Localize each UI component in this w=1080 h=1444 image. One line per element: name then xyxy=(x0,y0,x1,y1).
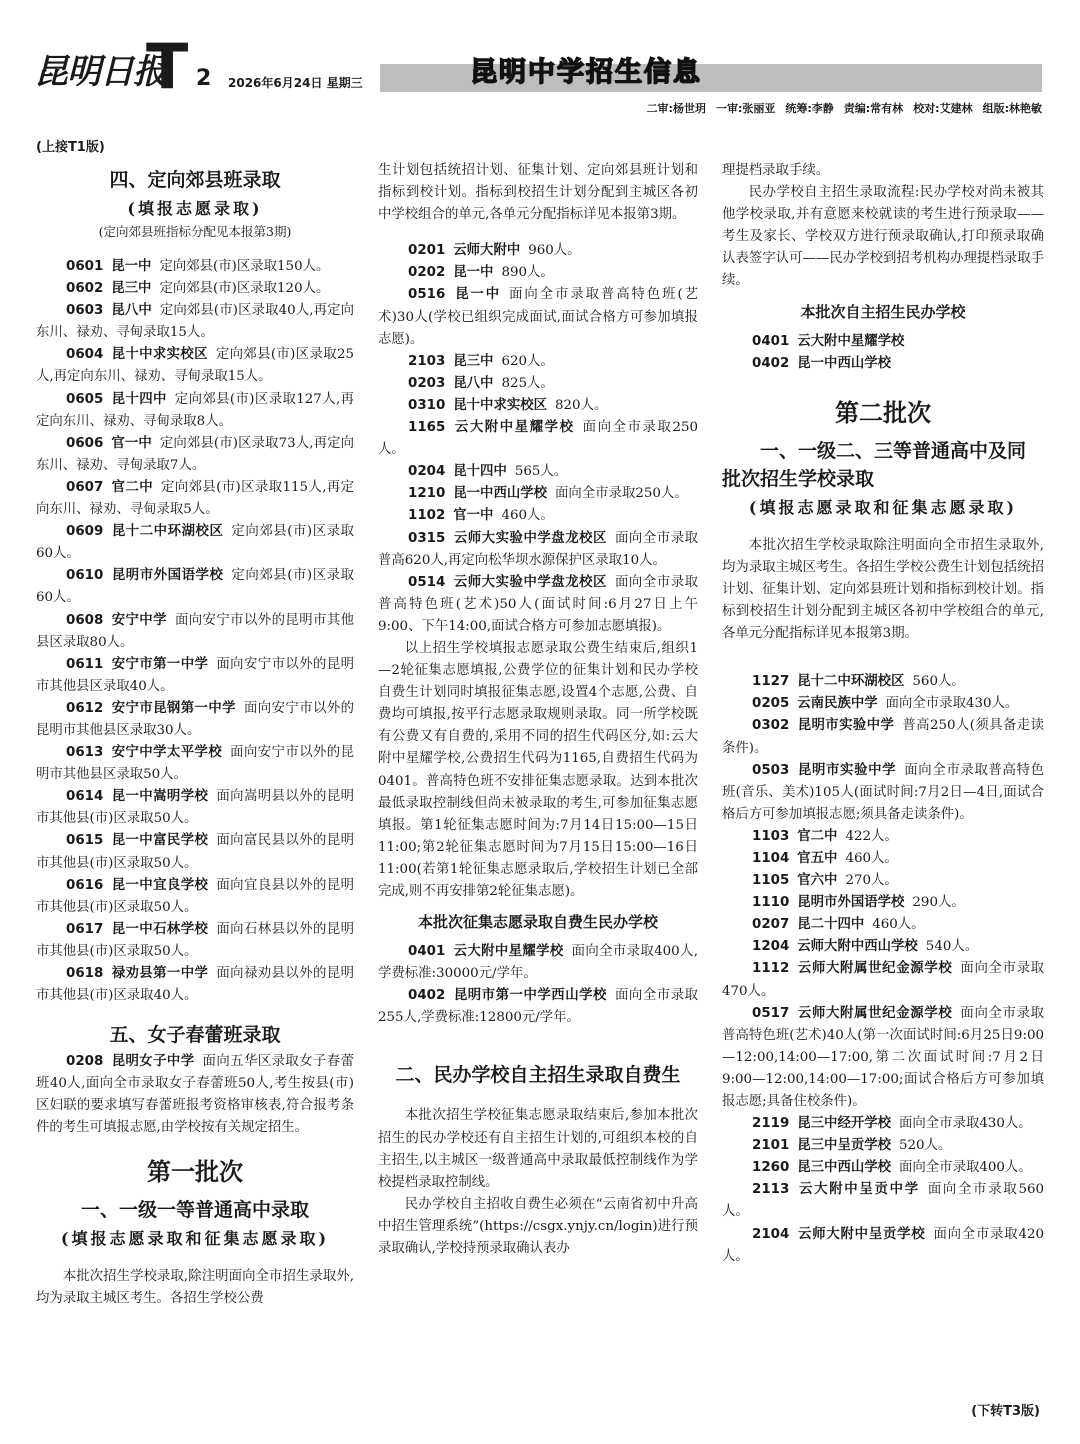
school-quota: 460人。 xyxy=(872,917,925,933)
credit-item: 统筹:李静 xyxy=(785,102,834,115)
school-name: 云师大附中西山学校 xyxy=(797,939,918,955)
school-entry xyxy=(378,572,698,638)
school-name: 昆明市实验中学 xyxy=(797,718,895,734)
private-school-list-subtitle: 本批次自主招生民办学校 xyxy=(800,302,966,321)
school-name: 昆十二中环湖校区 xyxy=(111,524,224,540)
school-quota: 面向全市录取普高特色班(艺术)50人(面试时间:6月27日上午9:00、下午14:00,面试合格方可参加志愿填报)。 xyxy=(378,574,698,634)
school-entry xyxy=(36,875,354,919)
school-entry xyxy=(722,826,1044,848)
school-name: 安宁市第一中学 xyxy=(111,656,209,672)
school-entry xyxy=(36,433,354,477)
school-quota: 定向郊县(市)区录取25人,再定向东川、禄劝、寻甸录取15人。 xyxy=(36,347,354,385)
school-code: 0315 xyxy=(408,530,446,546)
school-code: 1105 xyxy=(752,873,790,889)
school-entry xyxy=(36,919,354,963)
school-code: 2119 xyxy=(752,1116,790,1132)
batch2-intro: 本批次招生学校录取除注明面向全市招生录取外,均为录取主城区考生。各招生学校公费生计划包括统招计划、征集计划、定向郊县班计划和指标到校计划。指标到校招生计划分配到主城区各初中学校组合的单元,各单元分配指标详见本报第3期。 xyxy=(722,537,1044,642)
sec5-entry xyxy=(36,1051,354,1139)
school-entry xyxy=(378,395,698,417)
school-code: 0402 xyxy=(408,988,446,1004)
school-entry xyxy=(36,786,354,830)
school-name: 昆八中 xyxy=(111,303,152,319)
sec4-note: (定向郊县班指标分配见本报第3期) xyxy=(98,224,292,239)
school-name: 昆三中呈贡学校 xyxy=(797,1138,892,1154)
school-code: 0601 xyxy=(66,259,104,274)
school-entry xyxy=(722,760,1044,826)
school-name: 云南民族中学 xyxy=(797,696,878,712)
sec4-title: 四、定向郊县班录取 xyxy=(109,169,281,191)
school-code: 0203 xyxy=(408,375,446,391)
school-code: 2113 xyxy=(752,1182,790,1198)
school-quota: 面向富民县以外的昆明市其他县(市)区录取50人。 xyxy=(36,833,354,871)
school-code: 0517 xyxy=(752,1005,790,1021)
school-entry xyxy=(722,715,1044,759)
school-code: 0205 xyxy=(752,696,790,712)
school-name: 昆三中经开学校 xyxy=(797,1116,892,1132)
school-quota: 565人。 xyxy=(514,464,568,480)
school-quota: 面向五华区录取女子春蕾班40人,面向全市录取女子春蕾班50人,考生按县(市)区妇联的要求填写春蕾班报考资格审核表,符合报考条件的考生可填报志愿,由学校按有关规定招生。 xyxy=(36,1054,354,1136)
school-code: 0302 xyxy=(752,718,790,734)
batch1-title: 第一批次 xyxy=(147,1157,243,1186)
school-code: 0514 xyxy=(408,574,446,590)
school-quota: 270人。 xyxy=(845,873,898,889)
school-name: 昆十中求实校区 xyxy=(111,347,208,363)
school-code: 1204 xyxy=(752,939,790,955)
school-quota: 面向全市录取250人。 xyxy=(378,420,698,458)
school-entry xyxy=(722,958,1044,1002)
school-name: 官六中 xyxy=(797,873,838,889)
school-name: 禄劝县第一中学 xyxy=(111,966,209,981)
batch2-sec1-subtitle: (填报志愿录取和征集志愿录取) xyxy=(748,497,1018,517)
school-name: 昆一中西山学校 xyxy=(797,355,892,371)
school-name: 昆十四中 xyxy=(453,464,507,480)
school-name: 昆三中西山学校 xyxy=(797,1160,892,1176)
school-quota: 定向郊县(市)区录取127人,再定向东川、禄劝、寻甸录取8人。 xyxy=(36,391,354,429)
school-name: 昆一中嵩明学校 xyxy=(111,789,209,805)
school-name: 昆二十四中 xyxy=(797,917,865,933)
school-entry xyxy=(36,477,354,521)
school-code: 1127 xyxy=(752,674,790,690)
school-entry xyxy=(378,240,698,262)
school-quota: 620人。 xyxy=(501,353,554,369)
school-entry xyxy=(722,914,1044,936)
sec4-entry-list xyxy=(36,256,354,1007)
school-code: 0610 xyxy=(66,568,104,584)
school-entry xyxy=(36,344,354,388)
school-name: 昆明女子中学 xyxy=(111,1054,195,1070)
newspaper-logo: 昆明日报 xyxy=(34,52,166,92)
school-entry xyxy=(722,693,1044,715)
school-name: 昆一中 xyxy=(453,265,494,281)
school-entry xyxy=(36,521,354,565)
school-entry xyxy=(378,505,698,527)
weekday-text: 星期三 xyxy=(326,76,363,90)
school-quota: 460人。 xyxy=(845,850,898,866)
school-name: 官二中 xyxy=(797,828,838,844)
credit-item: 二审:杨世玥 xyxy=(646,102,706,115)
school-name: 云大附中呈贡中学 xyxy=(797,1182,920,1198)
school-entry xyxy=(378,528,698,572)
school-code: 0603 xyxy=(66,303,104,319)
school-name: 云师大实验中学盘龙校区 xyxy=(453,574,607,590)
private-school-paragraph: 本批次招生学校征集志愿录取结束后,参加本批次招生的民办学校还有自主招生计划的,可组织本校的自主招生,以主城区一级普通高中录取最低控制线作为学校提档录取控制线。 xyxy=(378,1108,698,1190)
column-3 xyxy=(722,160,1044,1400)
school-entry xyxy=(722,892,1044,914)
batch2-sec1-title: 一、一级二、三等普通高中及同批次招生学校录取 xyxy=(722,439,1027,490)
school-quota: 820人。 xyxy=(555,397,608,413)
school-code: 0503 xyxy=(752,762,790,778)
school-name: 昆十二中环湖校区 xyxy=(797,674,905,690)
collection-rules-paragraph: 以上招生学校填报志愿录取公费生结束后,组织1—2轮征集志愿填报,公费学位的征集计划和民办学校自费生计划同时填报征集志愿,设置4个志愿,公费、自费均可填报,按平行志愿录取规则录取。同一所学校既有公费又有自费的,采用不同的招生代码区分,如:云大附中星耀学校,公费招生代码为1165,自费招生代码为0401。普高特色班不安排征集志愿录取。达到本批次最低录取控制线但尚未被录取的考生,可参加征集志愿填报。第1轮征集志愿时间为:7月14日15:00—15日11:00;第2轮征集志愿时间为7月15日15:00—16日11:00(若第1轮征集志愿录取后,学校招生计划已全部完成,则不再安排第2轮征集志愿)。 xyxy=(378,640,698,899)
school-code: 1110 xyxy=(752,895,790,911)
school-code: 0604 xyxy=(66,347,104,363)
school-quota: 定向郊县(市)区录取115人,再定向东川、禄劝、寻甸录取5人。 xyxy=(36,479,354,518)
school-code: 1103 xyxy=(752,828,790,844)
school-entry xyxy=(722,1157,1044,1179)
school-name: 昆一中石林学校 xyxy=(111,921,209,937)
continued-from: (上接T1版) xyxy=(36,140,105,155)
school-quota: 290人。 xyxy=(912,895,965,911)
school-name: 安宁中学太平学校 xyxy=(111,745,223,761)
school-entry xyxy=(378,373,698,395)
school-entry xyxy=(36,830,354,874)
school-quota: 825人。 xyxy=(501,375,554,391)
school-code: 0208 xyxy=(66,1054,104,1070)
school-entry xyxy=(378,985,698,1029)
school-code: 0612 xyxy=(66,700,104,716)
school-code: 0611 xyxy=(66,656,104,672)
school-quota: 定向郊县(市)区录取60人。 xyxy=(36,568,354,606)
sec5-title: 五、女子春蕾班录取 xyxy=(109,1024,281,1047)
school-name: 昆一中宜良学校 xyxy=(111,877,209,893)
school-code: 1104 xyxy=(752,850,790,866)
school-name: 昆明市外国语学校 xyxy=(111,568,224,584)
continued-to: (下转T3版) xyxy=(971,1404,1040,1419)
school-entry xyxy=(36,963,354,1007)
credit-item: 一审:张丽亚 xyxy=(715,102,776,115)
school-code: 0202 xyxy=(408,265,446,281)
school-name: 昆三中 xyxy=(453,353,494,369)
school-quota: 890人。 xyxy=(501,265,554,281)
school-entry xyxy=(722,1003,1044,1113)
school-name: 昆十中求实校区 xyxy=(453,397,548,413)
school-code: 0602 xyxy=(66,281,104,297)
batch2-title: 第二批次 xyxy=(835,398,931,427)
school-quota: 560人。 xyxy=(912,674,965,690)
self-funded-subtitle: 本批次征集志愿录取自费生民办学校 xyxy=(417,913,658,932)
school-entry xyxy=(722,1224,1044,1268)
school-name: 昆一中 xyxy=(111,259,152,274)
school-entry xyxy=(722,870,1044,892)
school-code: 0401 xyxy=(752,333,790,349)
school-quota: 面向石林县以外的昆明市其他县(市)区录取50人。 xyxy=(36,921,354,959)
school-quota: 面向宜良县以外的昆明市其他县(市)区录取50人。 xyxy=(36,877,354,915)
school-quota: 面向全市录取普高620人,再定向松华坝水源保护区录取10人。 xyxy=(378,530,698,568)
school-code: 0310 xyxy=(408,397,446,413)
date-text: 2026年6月24日 xyxy=(228,76,323,90)
school-quota: 面向全市录取470人。 xyxy=(722,961,1044,999)
school-quota: 面向全市录取255人,学费标准:12800元/学年。 xyxy=(378,988,698,1026)
school-entry xyxy=(722,1113,1044,1135)
school-code: 1102 xyxy=(408,508,446,524)
sec2-title: 二、民办学校自主招生录取自费生 xyxy=(395,1064,681,1087)
school-quota: 面向全市录取430人。 xyxy=(885,696,1019,712)
school-entry xyxy=(36,654,354,698)
school-code: 0609 xyxy=(66,524,104,540)
school-entry xyxy=(722,331,1044,353)
school-entry xyxy=(378,351,698,373)
batch1-intro: 本批次招生学校录取,除注明面向全市招生录取外,均为录取主城区考生。各招生学校公费 xyxy=(36,1268,354,1306)
school-name: 昆十四中 xyxy=(111,391,167,407)
school-entry xyxy=(36,389,354,433)
school-code: 2101 xyxy=(752,1138,790,1154)
school-name: 云大附中星耀学校 xyxy=(453,944,564,960)
school-code: 0608 xyxy=(66,612,104,628)
school-name: 昆明市第一中学西山学校 xyxy=(453,988,607,1004)
school-code: 0618 xyxy=(66,966,104,981)
batch2-entry-list xyxy=(722,671,1044,1268)
school-code: 0605 xyxy=(66,391,104,407)
school-quota: 面向安宁市以外的昆明市其他县区录取30人。 xyxy=(36,700,354,738)
batch1-sec1-title: 一、一级一等普通高中录取 xyxy=(80,1198,309,1221)
school-entry xyxy=(378,262,698,284)
school-entry xyxy=(36,565,354,609)
school-name: 云师大附中呈贡学校 xyxy=(797,1226,926,1242)
school-entry xyxy=(722,353,1044,375)
school-entry xyxy=(36,698,354,742)
column-2 xyxy=(378,160,698,1430)
credit-item: 责编:常有林 xyxy=(843,102,904,115)
school-quota: 面向全市录取430人。 xyxy=(899,1116,1032,1132)
school-quota: 面向全市录取400人。 xyxy=(899,1160,1032,1176)
school-quota: 面向全市录取普高特色班(音乐、美术)105人(面试时间:7月2日—4日,面试合格后方可参加填报志愿;须具备走读条件)。 xyxy=(722,762,1044,822)
school-code: 0204 xyxy=(408,464,446,480)
school-name: 昆八中 xyxy=(453,375,494,391)
section-title: 昆明中学招生信息 xyxy=(470,57,702,88)
admission-process-paragraph: 民办学校自主招生录取流程:民办学校对尚未被其他学校录取,并有意愿来校就读的考生进行预录取——考生及家长、学校双方进行预录取确认,打印预录取确认表签字认可——民办学校到招考机构办理提档录取手续。 xyxy=(722,185,1044,289)
school-name: 官二中 xyxy=(111,479,154,495)
school-code: 1210 xyxy=(408,486,446,502)
school-entry xyxy=(722,671,1044,693)
sec4-subtitle: (填报志愿录取) xyxy=(127,199,263,218)
credit-item: 校对:艾建林 xyxy=(913,102,973,115)
school-entry xyxy=(36,278,354,300)
school-quota: 普高250人(须具备走读条件)。 xyxy=(722,718,1044,756)
batch1-entry-list xyxy=(378,240,698,638)
school-entry xyxy=(378,284,698,350)
school-entry xyxy=(36,610,354,654)
school-entry xyxy=(36,742,354,786)
school-quota: 面向安宁市以外的昆明市其他县区录取40人。 xyxy=(36,656,354,694)
school-entry xyxy=(36,256,354,278)
page-letter: T xyxy=(146,30,189,103)
school-name: 官一中 xyxy=(453,508,494,524)
school-quota: 定向郊县(市)区录取40人,再定向东川、禄劝、寻甸录取15人。 xyxy=(36,303,354,341)
school-name: 官五中 xyxy=(797,850,838,866)
school-quota: 460人。 xyxy=(501,508,554,524)
issue-date xyxy=(228,74,363,91)
private-school-list xyxy=(722,331,1044,375)
school-quota: 面向全市录取普高特色班(艺术)30人(学校已组织完成面试,面试合格方可参加填报志愿)。 xyxy=(378,287,698,347)
school-name: 云大附中星耀学校 xyxy=(797,333,905,349)
school-code: 0201 xyxy=(408,243,446,259)
school-name: 昆一中西山学校 xyxy=(453,486,548,502)
school-code: 0614 xyxy=(66,789,104,805)
editor-credits xyxy=(637,100,1042,116)
school-code: 1165 xyxy=(408,420,446,436)
school-quota: 面向全市录取400人,学费标准:30000元/学年。 xyxy=(378,944,698,982)
school-entry xyxy=(378,461,698,483)
school-name: 昆一中 xyxy=(453,287,502,303)
school-quota: 定向郊县(市)区录取73人,再定向东川、禄劝、寻甸录取7人。 xyxy=(36,435,354,473)
school-code: 0613 xyxy=(66,745,104,761)
school-code: 1112 xyxy=(752,961,790,977)
school-code: 0207 xyxy=(752,917,790,933)
school-name: 云师大附属世纪金源学校 xyxy=(797,1005,953,1021)
school-quota: 面向全市录取普高特色班(艺术)40人(第一次面试时间:6月25日9:00—12:00,14:00—17:00,第二次面试时间:7月2日9:00—12:00,14:00—17:00;面试合格后方可参加填报志愿;具备住校条件)。 xyxy=(722,1005,1044,1109)
col3-continued-text: 理提档录取手续。 xyxy=(722,163,830,178)
school-code: 0516 xyxy=(408,287,446,303)
school-quota: 面向安宁市以外的昆明市其他县区录取80人。 xyxy=(36,612,354,650)
school-name: 云大附中星耀学校 xyxy=(453,420,575,436)
school-name: 昆三中 xyxy=(111,281,152,297)
school-code: 0607 xyxy=(66,479,104,495)
school-quota: 定向郊县(市)区录取120人。 xyxy=(159,281,330,297)
col2-continued-text: 生计划包括统招计划、征集计划、定向郊县班计划和指标到校计划。指标到校招生计划分配到主城区各初中学校组合的单元,各单元分配指标详见本报第3期。 xyxy=(378,163,698,223)
batch1-sec1-subtitle: (填报志愿录取和征集志愿录取) xyxy=(60,1228,330,1248)
school-name: 云师大实验中学盘龙校区 xyxy=(453,530,607,546)
school-code: 0606 xyxy=(66,435,104,451)
school-entry xyxy=(722,848,1044,870)
school-quota: 540人。 xyxy=(925,939,979,955)
school-quota: 面向全市录取560人。 xyxy=(722,1182,1044,1220)
school-code: 0401 xyxy=(408,944,446,960)
school-name: 安宁市昆钢第一中学 xyxy=(111,700,236,716)
school-entry xyxy=(722,936,1044,958)
school-code: 0402 xyxy=(752,355,790,371)
school-entry xyxy=(722,1135,1044,1157)
school-name: 官一中 xyxy=(111,435,152,451)
school-code: 2103 xyxy=(408,353,446,369)
school-entry xyxy=(36,300,354,344)
page-number: 2 xyxy=(196,66,212,91)
school-name: 云师大附属世纪金源学校 xyxy=(797,961,953,977)
school-name: 昆明市实验中学 xyxy=(797,762,897,778)
school-quota: 定向郊县(市)区录取60人。 xyxy=(36,524,354,562)
school-code: 0617 xyxy=(66,921,104,937)
school-quota: 面向嵩明县以外的昆明市其他县(市)区录取50人。 xyxy=(36,789,354,827)
school-quota: 面向全市录取250人。 xyxy=(555,486,688,502)
column-1 xyxy=(36,160,354,1400)
school-name: 昆一中富民学校 xyxy=(111,833,209,849)
school-name: 安宁中学 xyxy=(111,612,167,628)
self-funded-entry-list xyxy=(378,941,698,1029)
private-school-system-paragraph: 民办学校自主招收自费生必须在“云南省初中升高中招生管理系统”(https://csgx.ynjy.cn/login)进行预录取确认,学校持预录取确认表办 xyxy=(378,1196,698,1257)
school-quota: 定向郊县(市)区录取150人。 xyxy=(159,259,330,274)
credit-item: 组版:林艳敏 xyxy=(982,102,1042,115)
school-quota: 960人。 xyxy=(528,243,581,259)
school-entry xyxy=(378,483,698,505)
school-quota: 520人。 xyxy=(899,1138,952,1154)
school-code: 1260 xyxy=(752,1160,790,1176)
school-name: 昆明市外国语学校 xyxy=(797,895,905,911)
school-quota: 面向禄劝县以外的昆明市其他县(市)区录取40人。 xyxy=(36,966,354,1004)
school-entry xyxy=(378,417,698,461)
school-quota: 面向全市录取420人。 xyxy=(722,1226,1044,1264)
school-entry xyxy=(36,1051,354,1139)
school-code: 0615 xyxy=(66,833,104,849)
school-name: 云师大附中 xyxy=(453,243,521,259)
school-quota: 422人。 xyxy=(845,828,898,844)
school-entry xyxy=(722,1179,1044,1223)
school-code: 0616 xyxy=(66,877,104,893)
school-entry xyxy=(378,941,698,985)
school-code: 2104 xyxy=(752,1226,790,1242)
school-quota: 面向安宁市以外的昆明市其他县区录取50人。 xyxy=(36,745,354,783)
masthead xyxy=(0,0,1080,128)
